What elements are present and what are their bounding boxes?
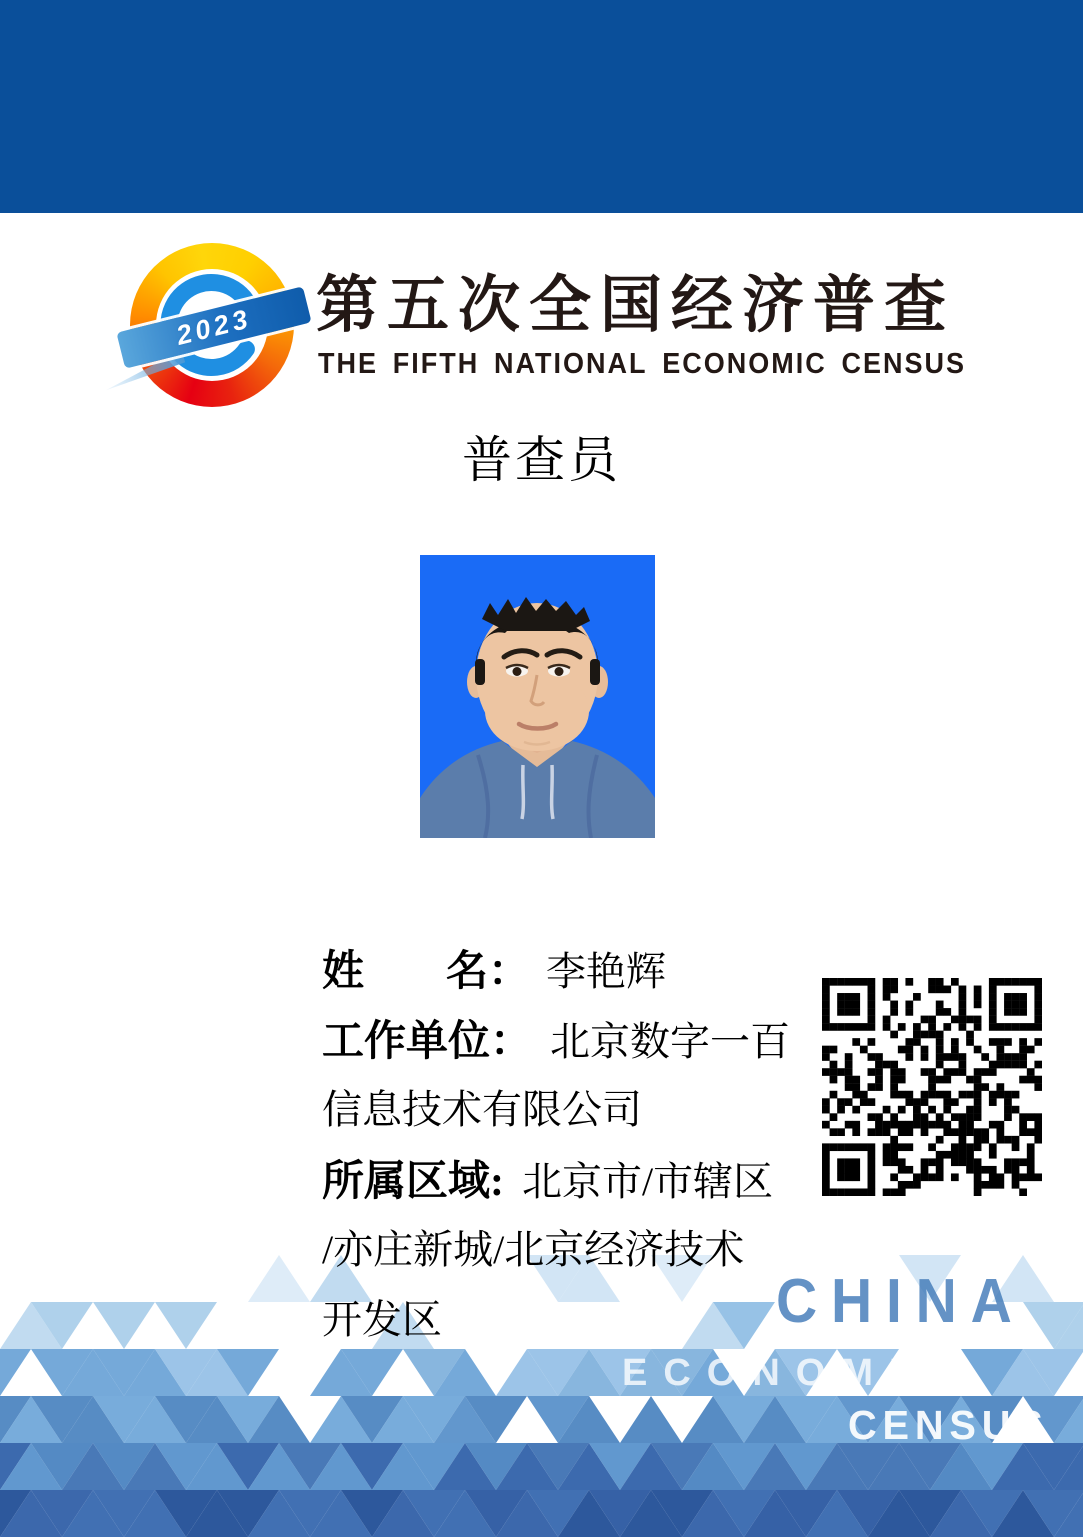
role-title: 普查员 <box>462 432 621 488</box>
census-title-english <box>318 348 966 381</box>
work-unit-row-continued <box>322 1078 642 1135</box>
work-unit-value-line2: 信息技术有限公司 <box>322 1087 642 1132</box>
census-title-chinese: 第五次全国经济普查 <box>316 272 956 340</box>
name-value: 李艳辉 <box>546 949 667 994</box>
watermark-census: CENSUS <box>848 1402 1049 1448</box>
qr-code <box>822 978 1042 1196</box>
title-en-word: THE <box>318 348 378 380</box>
watermark-economic: ECONOMIC <box>622 1352 959 1394</box>
work-unit-row <box>322 1008 790 1068</box>
region-value-line3: 开发区 <box>322 1297 442 1342</box>
title-en-word: FIFTH <box>392 348 480 380</box>
name-label-second: 名： <box>446 949 531 995</box>
header-band <box>0 0 1083 213</box>
census-logo <box>130 243 294 407</box>
region-row-continued <box>322 1218 744 1275</box>
title-en-word: NATIONAL <box>493 348 648 380</box>
portrait-photo <box>420 555 655 838</box>
region-value-line2: /亦庄新城/北京经济技术 <box>322 1227 745 1272</box>
title-en-word: ECONOMIC <box>662 348 827 380</box>
region-row <box>322 1148 773 1208</box>
work-unit-label: 工作单位： <box>322 1019 533 1065</box>
region-row-continued-2 <box>322 1288 442 1345</box>
region-label: 所属区域: <box>322 1159 504 1205</box>
work-unit-value-line1: 北京数字一百 <box>550 1019 791 1064</box>
title-en-word: CENSUS <box>841 348 966 380</box>
logo-year: 2023 <box>173 303 255 351</box>
name-label-first: 姓 <box>322 949 365 995</box>
name-row <box>322 938 666 998</box>
region-value-line1: 北京市/市辖区 <box>522 1159 774 1204</box>
watermark-china: CHINA <box>776 1267 1026 1336</box>
